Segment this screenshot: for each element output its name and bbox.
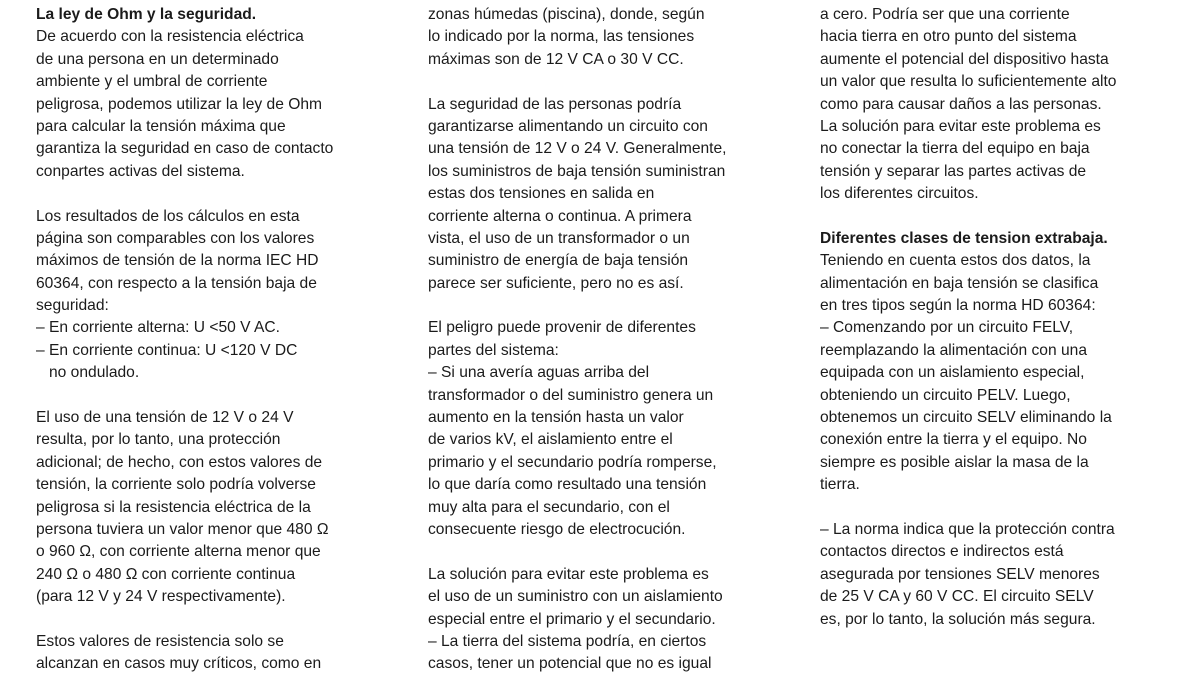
- text-line: – Comenzando por un circuito FELV,: [820, 319, 1074, 337]
- paragraph-gap: [428, 295, 800, 317]
- text-line: el uso de un suministro con un aislamiento: [428, 588, 723, 606]
- paragraph-gap: [428, 541, 800, 563]
- text-line: – La norma indica que la protección contra: [820, 520, 1115, 538]
- text-line: ambiente y el umbral de corriente: [36, 73, 268, 91]
- text-line: garantizarse alimentando un circuito con: [428, 117, 708, 135]
- text-line: La solución para evitar este problema es: [820, 117, 1101, 135]
- text-line: de una persona en un determinado: [36, 50, 279, 68]
- paragraph-gap: [820, 497, 1192, 519]
- section-heading: La ley de Ohm y la seguridad.: [36, 6, 257, 23]
- text-line: lo que daría como resultado una tensión: [428, 476, 707, 494]
- text-line: casos, tener un potencial que no es igual: [428, 655, 712, 673]
- text-column-1: [36, 4, 408, 676]
- text-line: no ondulado.: [36, 364, 140, 382]
- text-column-3: [820, 4, 1192, 631]
- text-line: parece ser suficiente, pero no es así.: [428, 274, 684, 292]
- text-line: especial entre el primario y el secundario.: [428, 610, 716, 628]
- text-line: tensión y separar las partes activas de: [820, 162, 1087, 180]
- text-line: Los resultados de los cálculos en esta: [36, 207, 300, 225]
- text-line: como para causar daños a las personas.: [820, 95, 1102, 113]
- text-line: tierra.: [820, 476, 860, 494]
- text-line: estas dos tensiones en salida en: [428, 185, 655, 203]
- text-line: suministro de energía de baja tensión: [428, 252, 689, 270]
- text-line: – La tierra del sistema podría, en ciertos: [428, 632, 707, 650]
- text-line: – En corriente continua: U <120 V DC: [36, 341, 298, 359]
- text-line: (para 12 V y 24 V respectivamente).: [36, 588, 286, 606]
- text-line: para calcular la tensión máxima que: [36, 117, 286, 135]
- text-line: máximas son de 12 V CA o 30 V CC.: [428, 50, 684, 68]
- text-line: muy alta para el secundario, con el: [428, 498, 670, 516]
- text-line: los suministros de baja tensión suministran: [428, 162, 726, 180]
- paragraph-gap: [428, 71, 800, 93]
- text-line: contactos directos e indirectos está: [820, 543, 1064, 561]
- paragraph-gap: [36, 609, 408, 631]
- text-line: asegurada por tensiones SELV menores: [820, 565, 1100, 583]
- text-line: página son comparables con los valores: [36, 229, 315, 247]
- text-line: o 960 Ω, con corriente alterna menor que: [36, 543, 321, 561]
- text-line: hacia tierra en otro punto del sistema: [820, 28, 1077, 46]
- text-line: en tres tipos según la norma HD 60364:: [820, 297, 1096, 315]
- text-line: partes del sistema:: [428, 341, 559, 359]
- text-line: alimentación en baja tensión se clasifica: [820, 274, 1099, 292]
- text-line: máximos de tensión de la norma IEC HD: [36, 252, 319, 270]
- text-line: primario y el secundario podría romperse,: [428, 453, 717, 471]
- text-line: peligrosa, podemos utilizar la ley de Ohm: [36, 95, 323, 113]
- text-line: 60364, con respecto a la tensión baja de: [36, 274, 317, 292]
- text-line: aumente el potencial del dispositivo hasta: [820, 50, 1109, 68]
- text-line: un valor que resulta lo suficientemente alto: [820, 73, 1117, 91]
- text-line: La solución para evitar este problema es: [428, 565, 709, 583]
- text-line: tensión, la corriente solo podría volverse: [36, 476, 316, 494]
- section-heading: Diferentes clases de tension extrabaja.: [820, 229, 1108, 247]
- text-line: peligrosa si la resistencia eléctrica de la: [36, 498, 311, 516]
- paragraph-gap: [36, 183, 408, 205]
- text-line: reemplazando la alimentación con una: [820, 341, 1087, 359]
- text-line: resulta, por lo tanto, una protección: [36, 431, 281, 449]
- text-line: De acuerdo con la resistencia eléctrica: [36, 28, 304, 46]
- text-line: siempre es posible aislar la masa de la: [820, 453, 1089, 471]
- text-line: La seguridad de las personas podría: [428, 95, 682, 113]
- text-line: obteniendo un circuito PELV. Luego,: [820, 386, 1071, 404]
- text-line: zonas húmedas (piscina), donde, según: [428, 6, 705, 23]
- text-line: consecuente riesgo de electrocución.: [428, 520, 686, 538]
- text-line: seguridad:: [36, 297, 109, 315]
- text-line: obtenemos un circuito SELV eliminando la: [820, 409, 1112, 427]
- text-line: – En corriente alterna: U <50 V AC.: [36, 319, 281, 337]
- text-line: corriente alterna o continua. A primera: [428, 207, 692, 225]
- paragraph-gap: [820, 206, 1192, 228]
- text-line: a cero. Podría ser que una corriente: [820, 6, 1070, 23]
- text-line: los diferentes circuitos.: [820, 185, 979, 203]
- text-line: no conectar la tierra del equipo en baja: [820, 140, 1090, 158]
- text-line: alcanzan en casos muy críticos, como en: [36, 655, 322, 673]
- text-line: El uso de una tensión de 12 V o 24 V: [36, 409, 294, 427]
- text-line: de varios kV, el aislamiento entre el: [428, 431, 673, 449]
- text-line: conexión entre la tierra y el equipo. No: [820, 431, 1087, 449]
- text-line: transformador o del suministro genera un: [428, 386, 714, 404]
- text-column-2: [428, 4, 800, 676]
- text-line: conpartes activas del sistema.: [36, 162, 245, 180]
- text-line: garantiza la seguridad en caso de contacto: [36, 140, 334, 158]
- text-line: es, por lo tanto, la solución más segura.: [820, 610, 1096, 628]
- paragraph-gap: [36, 385, 408, 407]
- text-line: Teniendo en cuenta estos dos datos, la: [820, 252, 1091, 270]
- text-line: una tensión de 12 V o 24 V. Generalmente,: [428, 140, 727, 158]
- text-line: persona tuviera un valor menor que 480 Ω: [36, 520, 329, 538]
- text-line: El peligro puede provenir de diferentes: [428, 319, 696, 337]
- text-line: vista, el uso de un transformador o un: [428, 229, 690, 247]
- text-line: 240 Ω o 480 Ω con corriente continua: [36, 565, 296, 583]
- text-line: lo indicado por la norma, las tensiones: [428, 28, 695, 46]
- text-line: adicional; de hecho, con estos valores de: [36, 453, 323, 471]
- text-line: aumento en la tensión hasta un valor: [428, 409, 684, 427]
- text-line: de 25 V CA y 60 V CC. El circuito SELV: [820, 588, 1094, 606]
- text-line: Estos valores de resistencia solo se: [36, 632, 284, 650]
- text-line: equipada con un aislamiento especial,: [820, 364, 1085, 382]
- text-line: – Si una avería aguas arriba del: [428, 364, 650, 382]
